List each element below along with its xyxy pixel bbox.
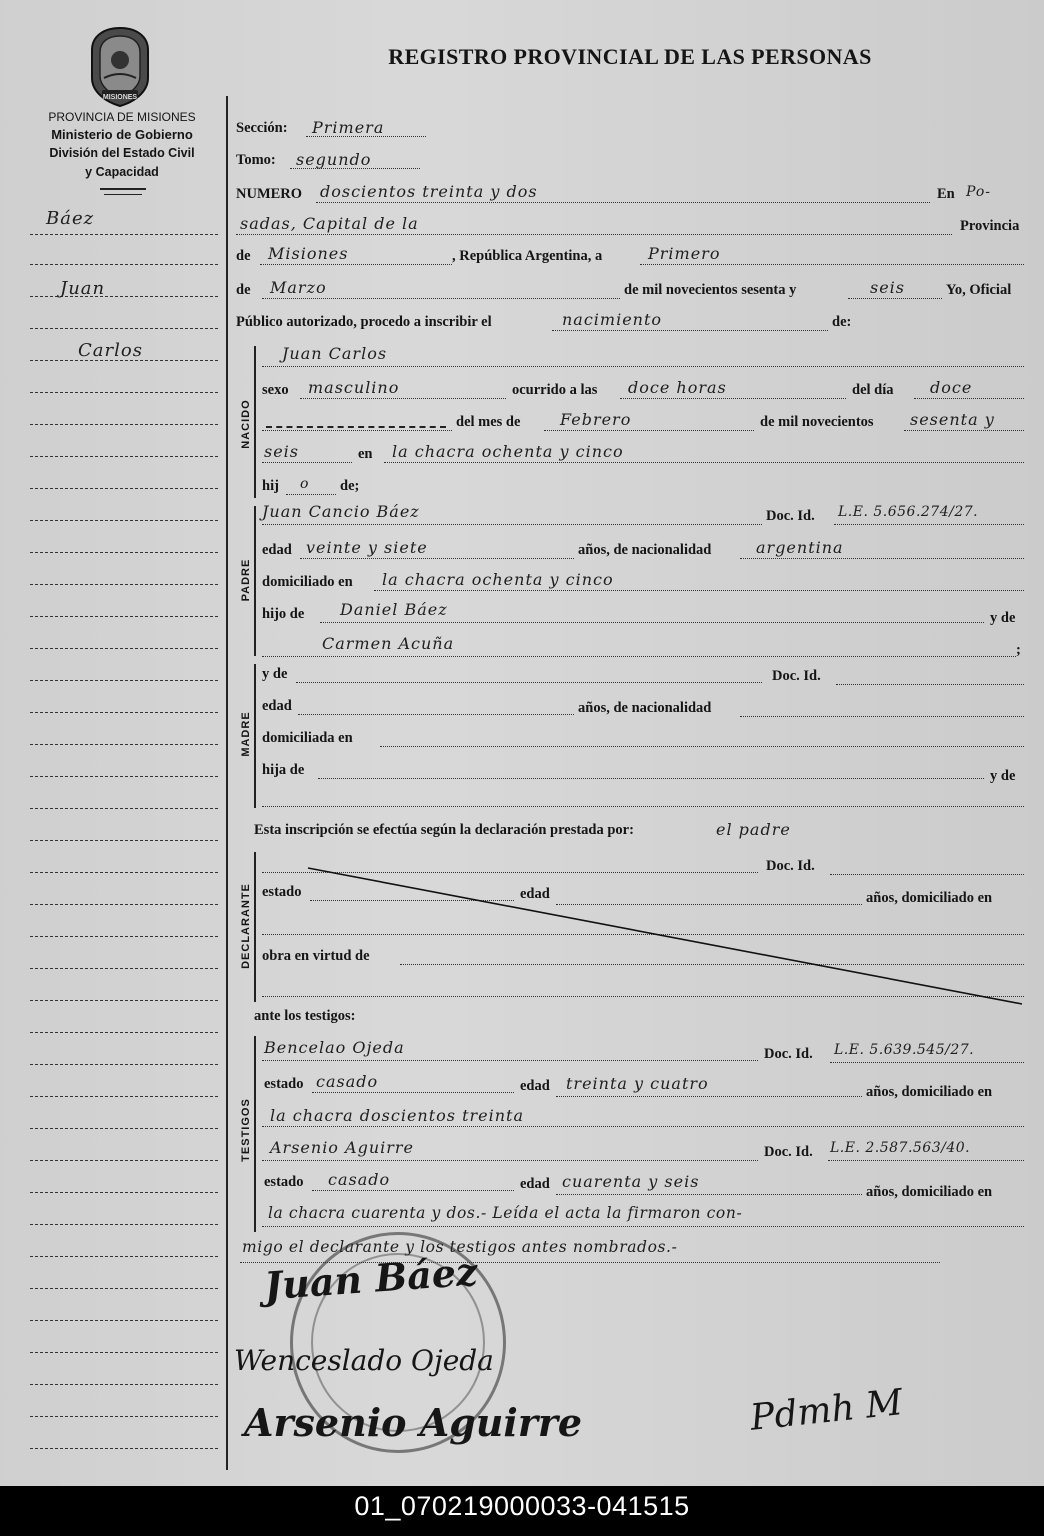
scan-image-id: 01_070219000033-041515 bbox=[0, 1486, 1044, 1536]
margin-given-name-1: Juan bbox=[60, 278, 106, 299]
declaracion-text: Esta inscripción se efectúa según la declaración prestada por: bbox=[254, 822, 634, 838]
testigo2-domicilio: la chacra cuarenta y dos.- Leída el acta la firmaron con- bbox=[268, 1204, 743, 1222]
office-line-division: División del Estado Civil bbox=[49, 146, 195, 160]
madre-section-label: MADRE bbox=[240, 711, 252, 757]
declarante-section-label: DECLARANTE bbox=[240, 883, 252, 969]
testigo1-estado-value: casado bbox=[316, 1072, 379, 1091]
en-value-2: sadas, Capital de la bbox=[240, 214, 419, 233]
numero-value: doscientos treinta y dos bbox=[320, 182, 538, 201]
numero-label: NUMERO bbox=[236, 186, 303, 202]
hij-de-label: de; bbox=[340, 478, 360, 494]
margin-surname: Báez bbox=[46, 208, 95, 229]
lugar-nacimiento-value: la chacra ochenta y cinco bbox=[392, 442, 624, 461]
del-dia-label: del día bbox=[852, 382, 894, 398]
padre-section-label: PADRE bbox=[240, 558, 252, 602]
padre-edad-value: veinte y siete bbox=[306, 538, 428, 557]
en-label: En bbox=[937, 186, 955, 202]
padre-nacionalidad-value: argentina bbox=[756, 538, 844, 557]
office-line-province: PROVINCIA DE MISIONES bbox=[48, 110, 196, 124]
de2-label: de bbox=[236, 282, 251, 298]
mes-acta-value: Marzo bbox=[270, 278, 327, 297]
yo-oficial-label: Yo, Oficial bbox=[946, 282, 1012, 298]
provincia-value: Misiones bbox=[268, 244, 349, 263]
document-title: REGISTRO PROVINCIAL DE LAS PERSONAS bbox=[388, 44, 872, 69]
office-underline bbox=[100, 188, 146, 190]
anio-acta-value: seis bbox=[870, 278, 906, 297]
testigo2-doc-value: L.E. 2.587.563/40. bbox=[830, 1140, 971, 1156]
testigo1-nombre: Bencelao Ojeda bbox=[264, 1038, 405, 1057]
padre-madre-value: Carmen Acuña bbox=[322, 634, 455, 653]
acto-value: nacimiento bbox=[562, 310, 663, 329]
crest-label: MISIONES bbox=[102, 94, 138, 101]
signature-testigo-2: Arsenio Aguirre bbox=[244, 1400, 583, 1445]
margin-given-name-2: Carlos bbox=[78, 340, 143, 361]
office-line-ministry: Ministerio de Gobierno bbox=[51, 127, 193, 142]
madre-edad-label: edad bbox=[262, 698, 292, 714]
del-mes-label: del mes de bbox=[456, 414, 521, 430]
madre-hija-label: hija de bbox=[262, 762, 305, 778]
testigo2-edad-value: cuarenta y seis bbox=[562, 1172, 700, 1191]
testigo1-anios-label: años, domiciliado en bbox=[866, 1084, 993, 1100]
office-line-capacity: y Capacidad bbox=[85, 165, 159, 179]
madre-y-de2-label: y de bbox=[990, 768, 1016, 784]
declarante-void-strike bbox=[262, 860, 1024, 1006]
testigo1-doc-value: L.E. 5.639.545/27. bbox=[834, 1042, 975, 1058]
testigo2-edad-label: edad bbox=[520, 1176, 550, 1192]
padre-hijo-label: hijo de bbox=[262, 606, 305, 622]
signature-oficial: Pdmh M bbox=[748, 1382, 905, 1439]
madre-domicilio-label: domiciliada en bbox=[262, 730, 353, 746]
left-margin-ruled bbox=[0, 200, 226, 1480]
madre-bracket bbox=[254, 664, 256, 808]
testigo2-nombre: Arsenio Aguirre bbox=[270, 1138, 415, 1157]
testigo2-estado-label: estado bbox=[264, 1174, 304, 1190]
padre-nombre: Juan Cancio Báez bbox=[262, 502, 420, 521]
signature-declarante: Juan Báez bbox=[262, 1248, 479, 1309]
tomo-value: segundo bbox=[296, 150, 372, 169]
declarante-obra-label: obra en virtud de bbox=[262, 948, 370, 964]
declarante-edad-label: edad bbox=[520, 886, 550, 902]
testigo1-domicilio: la chacra doscientos treinta bbox=[270, 1106, 525, 1125]
testigo1-doc-label: Doc. Id. bbox=[764, 1046, 813, 1062]
dia-nacimiento-value: doce bbox=[930, 378, 973, 397]
testigos-bracket bbox=[254, 1036, 256, 1232]
anio-nacimiento-value-2: seis bbox=[264, 442, 300, 461]
declarante-estado-label: estado bbox=[262, 884, 302, 900]
testigo1-estado-label: estado bbox=[264, 1076, 304, 1092]
testigo2-anios-label: años, domiciliado en bbox=[866, 1184, 993, 1200]
closing-text: migo el declarante y los testigos antes nombrados.- bbox=[242, 1238, 678, 1256]
padre-edad-label: edad bbox=[262, 542, 292, 558]
sexo-label: sexo bbox=[262, 382, 289, 398]
seccion-label: Sección: bbox=[236, 120, 288, 136]
sexo-value: masculino bbox=[308, 378, 400, 397]
declaracion-value: el padre bbox=[716, 820, 791, 839]
testigo2-estado-value: casado bbox=[328, 1170, 391, 1189]
republica-label: , República Argentina, a bbox=[452, 248, 603, 264]
mil-label: de mil novecientos sesenta y bbox=[624, 282, 797, 298]
testigos-intro: ante los testigos: bbox=[254, 1008, 356, 1024]
declarante-bracket bbox=[254, 852, 256, 1002]
testigo1-edad-label: edad bbox=[520, 1078, 550, 1094]
main-vertical-rule bbox=[226, 96, 228, 1470]
padre-domicilio-value: la chacra ochenta y cinco bbox=[382, 570, 614, 589]
hij-label: hij bbox=[262, 478, 279, 494]
nacido-bracket bbox=[254, 346, 256, 498]
padre-bracket bbox=[254, 506, 256, 656]
signature-testigo-1: Wenceslado Ojeda bbox=[234, 1344, 494, 1377]
tomo-label: Tomo: bbox=[236, 152, 276, 168]
hora-value: doce horas bbox=[628, 378, 727, 397]
nacido-nombre: Juan Carlos bbox=[282, 344, 388, 363]
en-value-1: Po- bbox=[966, 184, 992, 200]
madre-anios-label: años, de nacionalidad bbox=[578, 700, 712, 716]
anio-nacimiento-value-1: sesenta y bbox=[910, 410, 995, 429]
de-label: de bbox=[236, 248, 251, 264]
dia-continuation-dashes bbox=[266, 426, 446, 428]
declarante-anios-label: años, domiciliado en bbox=[866, 890, 993, 906]
hij-value: o bbox=[300, 476, 310, 492]
dia-acta-value: Primero bbox=[648, 244, 721, 263]
mes-nacimiento-value: Febrero bbox=[560, 410, 632, 429]
office-underline-2 bbox=[104, 194, 142, 195]
ocurrido-label: ocurrido a las bbox=[512, 382, 598, 398]
provincia-label: Provincia bbox=[960, 218, 1020, 234]
testigos-section-label: TESTIGOS bbox=[240, 1098, 252, 1162]
nacido-section-label: NACIDO bbox=[240, 399, 252, 449]
en-lugar-label: en bbox=[358, 446, 373, 462]
testigo2-doc-label: Doc. Id. bbox=[764, 1144, 813, 1160]
padre-domicilio-label: domiciliado en bbox=[262, 574, 353, 590]
madre-doc-label: Doc. Id. bbox=[772, 668, 821, 684]
padre-semicolon: ; bbox=[1016, 642, 1021, 658]
seccion-value: Primera bbox=[312, 118, 385, 137]
de3-label: de: bbox=[832, 314, 852, 330]
padre-anios-label: años, de nacionalidad bbox=[578, 542, 712, 558]
padre-doc-label: Doc. Id. bbox=[766, 508, 815, 524]
declarante-doc-label: Doc. Id. bbox=[766, 858, 815, 874]
mil-nacimiento-label: de mil novecientos bbox=[760, 414, 874, 430]
publico-label: Público autorizado, procedo a inscribir el bbox=[236, 314, 492, 330]
padre-hijo-value: Daniel Báez bbox=[340, 600, 448, 619]
padre-y-de-label: y de bbox=[990, 610, 1016, 626]
testigo1-edad-value: treinta y cuatro bbox=[566, 1074, 709, 1093]
padre-doc-value: L.E. 5.656.274/27. bbox=[838, 504, 979, 520]
madre-y-de-label: y de bbox=[262, 666, 288, 682]
